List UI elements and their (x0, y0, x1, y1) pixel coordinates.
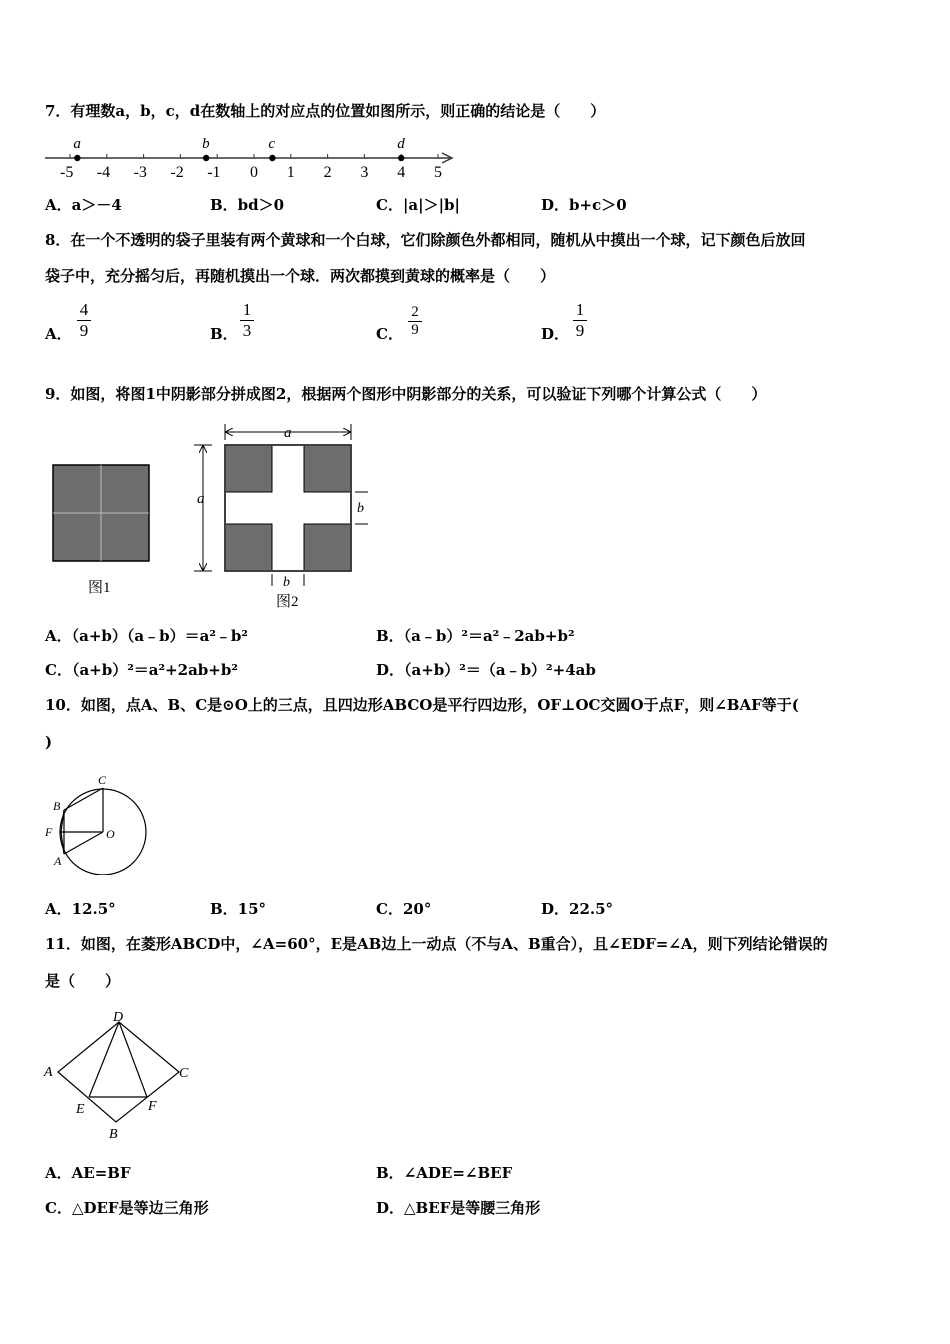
number-line-tick-label: 4 (397, 164, 406, 181)
q8-option-d-label: D． (541, 325, 570, 343)
q10-stem-line2: ) (45, 733, 53, 751)
q11-stem-line1: 11．如图，在菱形ABCD中，∠A=60°，E是AB边上一动点（不与A、B重合），且∠EDF=∠A，则下列结论错误的 (45, 935, 828, 953)
q10-option-b[interactable]: B．15° (210, 900, 267, 918)
q7-option-c[interactable]: C．|a|＞|b| (376, 196, 460, 214)
q8-option-c-num: 2 (411, 304, 419, 320)
q9-label-a-left: a (197, 491, 205, 507)
q10-circle-figure (40, 770, 160, 875)
q9-label-b-right: b (357, 501, 364, 516)
q10-stem-line1: 10．如图，点A、B、C是⊙O上的三点，且四边形ABCO是平行四边形，OF⊥OC交圆O于点F，则∠BAF等于( (45, 696, 799, 714)
q11-label-f: F (148, 1099, 157, 1114)
number-line-point-d (398, 155, 404, 161)
q8-option-c-den: 9 (411, 322, 419, 338)
q9-figure-2 (190, 420, 380, 615)
q10-label-b: B (53, 799, 61, 813)
number-line-tick-label: -5 (60, 164, 74, 181)
number-line-tick-label: -2 (170, 164, 184, 181)
q8-option-b-fraction (240, 300, 254, 341)
q9-stem: 9．如图，将图1中阴影部分拼成图2，根据两个图形中阴影部分的关系，可以验证下列哪个计算公式（ ） (45, 385, 767, 403)
q9-label-b-bottom: b (283, 575, 290, 590)
q10-option-d[interactable]: D．22.5° (541, 900, 614, 918)
q11-label-d: D (113, 1010, 124, 1025)
q11-stem-line2: 是（ ） (45, 972, 121, 990)
q9-option-a[interactable]: A．（a+b）（a﹣b）＝a²﹣b² (45, 627, 248, 645)
q9-option-c[interactable]: C．（a+b）²＝a²+2ab+b² (45, 661, 238, 679)
number-line-tick-label: 5 (434, 164, 442, 181)
q8-option-b-num: 1 (242, 300, 252, 319)
q11-label-c: C (179, 1066, 189, 1081)
q7-option-d[interactable]: D．b+c＞0 (541, 196, 627, 214)
number-line-tick-label: 0 (250, 164, 258, 181)
q8-option-c-fraction (408, 304, 422, 339)
q8-option-a-fraction (77, 300, 91, 341)
q10-label-c: C (98, 773, 107, 787)
q11-option-a[interactable]: A．AE=BF (45, 1164, 131, 1182)
q9-fig1-caption: 图1 (88, 580, 111, 596)
number-line-tick-label: 2 (323, 164, 332, 181)
q8-option-a-num: 4 (79, 300, 89, 319)
q10-label-o: O (106, 827, 115, 841)
q8-stem-line1: 8．在一个不透明的袋子里装有两个黄球和一个白球，它们除颜色外都相同，随机从中摸出一个球，记下颜色后放回 (45, 231, 806, 249)
number-line-tick-label: -4 (96, 164, 111, 181)
q11-option-b[interactable]: B．∠ADE=∠BEF (376, 1164, 513, 1182)
number-line-point-label-a: a (73, 136, 81, 152)
q7-option-b[interactable]: B．bd＞0 (210, 196, 285, 214)
q9-option-b[interactable]: B．（a﹣b）²＝a²﹣2ab+b² (376, 627, 575, 645)
q8-option-d-fraction (573, 300, 587, 341)
q7-stem: 7．有理数a，b，c，d在数轴上的对应点的位置如图所示，则正确的结论是（ ） (45, 102, 606, 120)
q10-label-f: F (45, 825, 53, 839)
q8-option-b-label: B． (210, 325, 238, 343)
number-line-point-b (203, 155, 209, 161)
q7-option-a[interactable]: A．a＞－4 (45, 196, 122, 214)
q8-option-c-label: C． (376, 325, 403, 343)
q8-option-d-den: 9 (575, 321, 585, 340)
q8-stem-line2: 袋子中，充分摇匀后，再随机摸出一个球．两次都摸到黄球的概率是（ ） (45, 267, 556, 285)
q11-rhombus-figure (42, 1008, 197, 1143)
q8-option-a-den: 9 (79, 321, 89, 340)
q10-option-a[interactable]: A．12.5° (45, 900, 116, 918)
number-line-point-label-b: b (202, 136, 210, 152)
q9-fig2-caption: 图2 (276, 594, 299, 610)
q10-label-a: A (54, 854, 62, 868)
number-line-point-label-d: d (397, 136, 405, 152)
number-line-tick-label: 3 (360, 164, 369, 181)
number-line-tick-label: -3 (133, 164, 147, 181)
number-line-tick-label: -1 (207, 164, 221, 181)
q8-option-a-label: A． (45, 325, 72, 343)
q11-label-b: B (109, 1127, 118, 1142)
q9-option-d[interactable]: D．（a+b）²＝（a﹣b）²+4ab (376, 661, 596, 679)
q7-number-line (40, 130, 470, 185)
q9-figure-1 (50, 460, 160, 600)
number-line-point-a (74, 155, 80, 161)
number-line-point-c (269, 155, 275, 161)
q11-label-e: E (76, 1102, 85, 1117)
q8-option-d-num: 1 (575, 300, 585, 319)
number-line-tick-label: 1 (286, 164, 295, 181)
q10-option-c[interactable]: C．20° (376, 900, 432, 918)
q8-option-b-den: 3 (242, 321, 252, 340)
q9-label-a-top: a (284, 425, 292, 441)
number-line-point-label-c: c (268, 136, 276, 152)
q11-option-d[interactable]: D．△BEF是等腰三角形 (376, 1199, 541, 1217)
q11-option-c[interactable]: C．△DEF是等边三角形 (45, 1199, 209, 1217)
q11-label-a: A (44, 1065, 53, 1080)
